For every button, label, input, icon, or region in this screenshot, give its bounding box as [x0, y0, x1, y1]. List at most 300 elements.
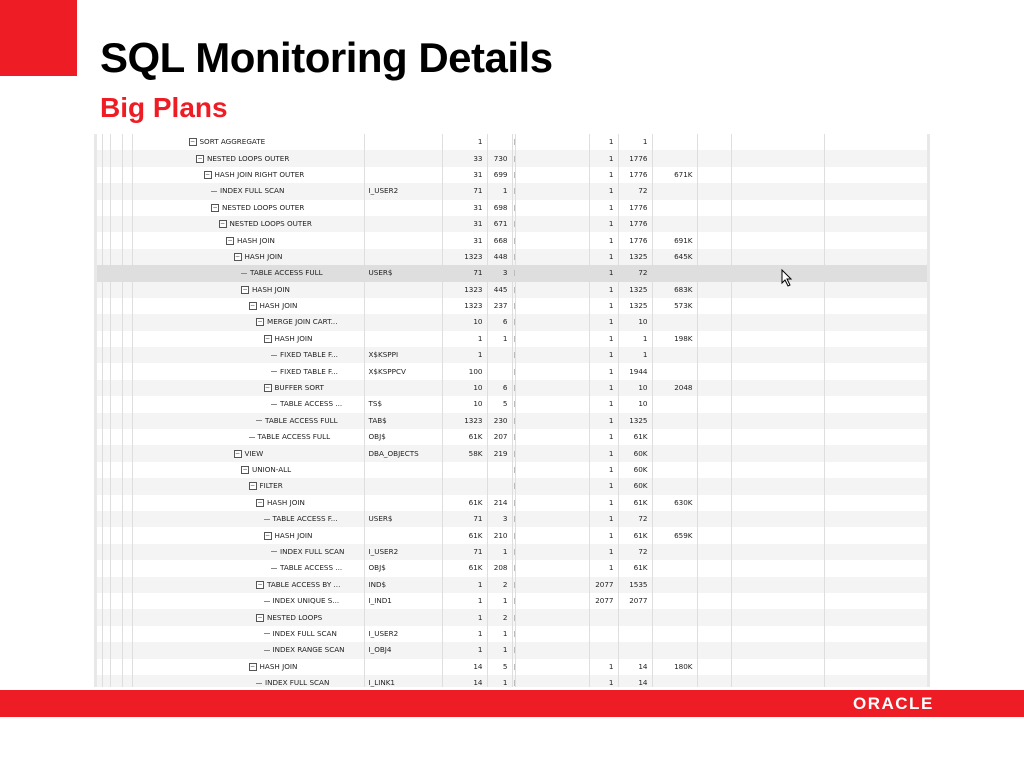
object-name-cell: [364, 659, 442, 675]
plan-row[interactable]: [94, 216, 930, 232]
plan-row[interactable]: [94, 282, 930, 298]
object-name-cell: I_IND1: [364, 593, 442, 609]
activity-cell: [515, 544, 589, 560]
gutter-cell: [110, 282, 122, 298]
io-cell: [731, 249, 824, 265]
object-name-cell: [364, 462, 442, 478]
plan-row[interactable]: [94, 462, 930, 478]
cost-cell: 3: [487, 511, 512, 527]
temp-cell: [697, 298, 731, 314]
plan-row[interactable]: [94, 511, 930, 527]
object-name-cell: [364, 314, 442, 330]
plan-row[interactable]: [94, 232, 930, 248]
plan-row[interactable]: [94, 478, 930, 494]
object-name-cell: [364, 609, 442, 625]
memory-cell: 630K: [652, 495, 697, 511]
actual-rows-cell: 1776: [618, 232, 652, 248]
activity-pct-cell: [824, 462, 930, 478]
collapse-toggle-icon[interactable]: −: [212, 203, 218, 211]
gutter-cell: [122, 150, 132, 166]
plan-row[interactable]: [94, 150, 930, 166]
actual-rows-cell: 72: [618, 183, 652, 199]
gutter-cell: [102, 462, 110, 478]
io-cell: [731, 527, 824, 543]
executions-cell: 1: [589, 232, 618, 248]
temp-cell: [697, 478, 731, 494]
temp-cell: [697, 380, 731, 396]
plan-row[interactable]: [94, 413, 930, 429]
estimated-rows-cell: 1323: [442, 249, 487, 265]
cost-cell: [487, 478, 512, 494]
estimated-rows-cell: 71: [442, 183, 487, 199]
io-cell: [731, 363, 824, 379]
tree-connector-icon: [271, 371, 277, 372]
gutter-cell: [110, 495, 122, 511]
plan-row[interactable]: [94, 396, 930, 412]
operation-cell: [132, 314, 364, 330]
operation-label: TABLE ACCESS FULL: [250, 268, 323, 278]
activity-cell: [515, 216, 589, 232]
operation-cell: [132, 495, 364, 511]
plan-row[interactable]: [94, 577, 930, 593]
activity-pct-cell: [824, 675, 930, 687]
gutter-cell: [102, 675, 110, 687]
operation-cell: [132, 609, 364, 625]
operation-label: HASH JOIN: [259, 661, 298, 671]
memory-cell: [652, 265, 697, 281]
activity-pct-cell: [824, 593, 930, 609]
memory-cell: [652, 363, 697, 379]
memory-cell: [652, 577, 697, 593]
cost-cell: 6: [487, 314, 512, 330]
plan-row[interactable]: [94, 363, 930, 379]
executions-cell: 1: [589, 183, 618, 199]
gutter-cell: [102, 560, 110, 576]
object-name-cell: [364, 134, 442, 150]
gutter-cell: [102, 445, 110, 461]
gutter-cell: [122, 232, 132, 248]
operation-cell: [132, 134, 364, 150]
actual-rows-cell: 61K: [618, 527, 652, 543]
memory-cell: [652, 413, 697, 429]
gutter-cell: [122, 445, 132, 461]
activity-pct-cell: [824, 314, 930, 330]
object-name-cell: [364, 150, 442, 166]
plan-row[interactable]: [94, 445, 930, 461]
plan-row[interactable]: [94, 659, 930, 675]
operation-label: TABLE ACCESS FULL: [257, 432, 331, 442]
estimated-rows-cell: 31: [442, 232, 487, 248]
gutter-cell: [110, 527, 122, 543]
gutter-cell: [122, 478, 132, 494]
io-cell: [731, 380, 824, 396]
io-cell: [731, 396, 824, 412]
activity-cell: [515, 511, 589, 527]
operation-cell: [132, 560, 364, 576]
operation-cell: [132, 331, 364, 347]
actual-rows-cell: 1535: [618, 577, 652, 593]
io-cell: [731, 478, 824, 494]
collapse-toggle-icon[interactable]: −: [264, 531, 271, 539]
estimated-rows-cell: 100: [442, 363, 487, 379]
cost-cell: 730: [487, 150, 512, 166]
activity-cell: [515, 577, 589, 593]
cost-cell: 1: [487, 331, 512, 347]
activity-pct-cell: [824, 609, 930, 625]
io-cell: [731, 675, 824, 687]
plan-screenshot: [94, 134, 930, 687]
gutter-cell: [122, 265, 132, 281]
gutter-cell: [110, 380, 122, 396]
gutter-cell: [122, 560, 132, 576]
collapse-toggle-icon[interactable]: −: [227, 236, 233, 244]
collapse-toggle-icon[interactable]: −: [257, 318, 263, 326]
gutter-cell: [102, 511, 110, 527]
gutter-cell: [102, 249, 110, 265]
estimated-rows-cell: 14: [442, 659, 487, 675]
collapse-toggle-icon[interactable]: −: [242, 285, 248, 293]
operation-cell: [132, 478, 364, 494]
activity-pct-cell: [824, 200, 930, 216]
executions-cell: 2077: [589, 593, 618, 609]
object-name-cell: [364, 216, 442, 232]
io-cell: [731, 282, 824, 298]
memory-cell: 645K: [652, 249, 697, 265]
io-cell: [731, 511, 824, 527]
temp-cell: [697, 134, 731, 150]
plan-row[interactable]: [94, 183, 930, 199]
collapse-toggle-icon[interactable]: −: [264, 334, 271, 342]
plan-row[interactable]: [94, 429, 930, 445]
plan-row[interactable]: [94, 298, 930, 314]
memory-cell: [652, 200, 697, 216]
cost-cell: 219: [487, 445, 512, 461]
activity-cell: [515, 314, 589, 330]
plan-row[interactable]: [94, 675, 930, 687]
collapse-toggle-icon[interactable]: −: [249, 302, 256, 310]
operation-label: TABLE ACCESS ...: [280, 399, 343, 409]
object-name-cell: [364, 167, 442, 183]
memory-cell: [652, 216, 697, 232]
collapse-toggle-icon[interactable]: −: [249, 482, 256, 490]
plan-row[interactable]: [94, 331, 930, 347]
activity-cell: [515, 331, 589, 347]
collapse-toggle-icon[interactable]: −: [242, 466, 248, 473]
io-cell: [731, 216, 824, 232]
gutter-cell: [110, 167, 122, 183]
plan-row[interactable]: [94, 265, 930, 281]
actual-rows-cell: 72: [618, 544, 652, 560]
plan-row[interactable]: [94, 495, 930, 511]
estimated-rows-cell: 1: [442, 642, 487, 658]
actual-rows-cell: 72: [618, 511, 652, 527]
gutter-cell: [110, 331, 122, 347]
temp-cell: [697, 609, 731, 625]
estimated-rows-cell: 1: [442, 577, 487, 593]
plan-row[interactable]: [94, 200, 930, 216]
memory-cell: [652, 626, 697, 642]
cost-cell: 1: [487, 642, 512, 658]
executions-cell: 1: [589, 200, 618, 216]
object-name-cell: OBJ$: [364, 560, 442, 576]
cost-cell: 3: [487, 265, 512, 281]
temp-cell: [697, 331, 731, 347]
io-cell: [731, 642, 824, 658]
collapse-toggle-icon[interactable]: −: [234, 449, 241, 457]
gutter-cell: [110, 659, 122, 675]
gutter-cell: [110, 347, 122, 363]
memory-cell: 180K: [652, 659, 697, 675]
tree-connector-icon: [271, 404, 277, 405]
estimated-rows-cell: 1323: [442, 413, 487, 429]
cost-cell: 214: [487, 495, 512, 511]
memory-cell: [652, 478, 697, 494]
object-name-cell: IND$: [364, 577, 442, 593]
temp-cell: [697, 445, 731, 461]
operation-cell: [132, 642, 364, 658]
gutter-cell: [122, 200, 132, 216]
operation-label: FILTER: [259, 481, 283, 491]
gutter-cell: [102, 347, 110, 363]
object-name-cell: [364, 282, 442, 298]
operation-label: INDEX RANGE SCAN: [272, 645, 345, 655]
plan-row[interactable]: [94, 560, 930, 576]
plan-row[interactable]: [94, 642, 930, 658]
tree-connector-icon: [271, 355, 277, 356]
activity-cell: [515, 462, 589, 478]
actual-rows-cell: 1325: [618, 249, 652, 265]
slide-subtitle: Big Plans: [100, 92, 228, 123]
memory-cell: 691K: [652, 232, 697, 248]
estimated-rows-cell: 1: [442, 593, 487, 609]
collapse-toggle-icon[interactable]: −: [257, 580, 263, 588]
cost-cell: 1: [487, 675, 512, 687]
gutter-cell: [102, 429, 110, 445]
estimated-rows-cell: 1: [442, 609, 487, 625]
activity-cell: [515, 265, 589, 281]
activity-cell: [515, 675, 589, 687]
actual-rows-cell: 10: [618, 314, 652, 330]
operation-cell: [132, 347, 364, 363]
cost-cell: [487, 347, 512, 363]
cost-cell: 2: [487, 577, 512, 593]
estimated-rows-cell: 61K: [442, 527, 487, 543]
memory-cell: [652, 511, 697, 527]
executions-cell: [589, 642, 618, 658]
gutter-cell: [102, 134, 110, 150]
executions-cell: 1: [589, 282, 618, 298]
gutter-cell: [122, 626, 132, 642]
gutter-cell: [102, 380, 110, 396]
activity-pct-cell: [824, 347, 930, 363]
activity-pct-cell: [824, 331, 930, 347]
gutter-cell: [102, 396, 110, 412]
gutter-cell: [110, 363, 122, 379]
tree-connector-icon: [264, 633, 270, 634]
operation-cell: [132, 396, 364, 412]
activity-cell: [515, 183, 589, 199]
gutter-cell: [102, 167, 110, 183]
operation-cell: [132, 298, 364, 314]
gutter-cell: [122, 396, 132, 412]
gutter-cell: [122, 544, 132, 560]
temp-cell: [697, 626, 731, 642]
plan-row[interactable]: [94, 380, 930, 396]
object-name-cell: I_USER2: [364, 544, 442, 560]
plan-row[interactable]: [94, 167, 930, 183]
cost-cell: [487, 134, 512, 150]
operation-cell: [132, 544, 364, 560]
operation-label: HASH JOIN RIGHT OUTER: [214, 169, 305, 179]
object-name-cell: X$KSPPI: [364, 347, 442, 363]
gutter-cell: [110, 249, 122, 265]
gutter-cell: [102, 314, 110, 330]
operation-label: HASH JOIN: [252, 284, 290, 294]
io-cell: [731, 593, 824, 609]
collapse-toggle-icon[interactable]: −: [249, 662, 256, 670]
object-name-cell: DBA_OBJECTS: [364, 445, 442, 461]
gutter-cell: [102, 609, 110, 625]
plan-row[interactable]: [94, 609, 930, 625]
operation-cell: [132, 282, 364, 298]
memory-cell: [652, 593, 697, 609]
plan-row[interactable]: [94, 593, 930, 609]
executions-cell: 1: [589, 167, 618, 183]
executions-cell: 1: [589, 429, 618, 445]
gutter-cell: [102, 298, 110, 314]
collapse-toggle-icon[interactable]: −: [264, 384, 271, 392]
temp-cell: [697, 495, 731, 511]
gutter-cell: [122, 314, 132, 330]
activity-pct-cell: [824, 478, 930, 494]
gutter-cell: [102, 577, 110, 593]
gutter-cell: [122, 462, 132, 478]
cost-cell: 207: [487, 429, 512, 445]
actual-rows-cell: 10: [618, 396, 652, 412]
plan-row[interactable]: [94, 626, 930, 642]
collapse-toggle-icon[interactable]: −: [219, 220, 226, 228]
io-cell: [731, 314, 824, 330]
gutter-cell: [102, 282, 110, 298]
gutter-cell: [122, 380, 132, 396]
memory-cell: 659K: [652, 527, 697, 543]
operation-label: VIEW: [244, 448, 264, 458]
estimated-rows-cell: 71: [442, 544, 487, 560]
io-cell: [731, 626, 824, 642]
gutter-cell: [102, 478, 110, 494]
collapse-toggle-icon[interactable]: −: [234, 252, 241, 260]
estimated-rows-cell: 61K: [442, 495, 487, 511]
temp-cell: [697, 659, 731, 675]
plan-row[interactable]: [94, 314, 930, 330]
estimated-rows-cell: [442, 462, 487, 478]
object-name-cell: [364, 232, 442, 248]
gutter-cell: [110, 396, 122, 412]
actual-rows-cell: 1776: [618, 200, 652, 216]
gutter-cell: [102, 413, 110, 429]
executions-cell: 1: [589, 134, 618, 150]
estimated-rows-cell: 31: [442, 167, 487, 183]
gutter-cell: [110, 314, 122, 330]
gutter-cell: [110, 200, 122, 216]
activity-cell: [515, 363, 589, 379]
tree-connector-icon: [271, 568, 277, 569]
operation-cell: [132, 577, 364, 593]
actual-rows-cell: 1776: [618, 150, 652, 166]
estimated-rows-cell: 71: [442, 511, 487, 527]
actual-rows-cell: [618, 642, 652, 658]
object-name-cell: [364, 527, 442, 543]
estimated-rows-cell: 1323: [442, 298, 487, 314]
activity-pct-cell: [824, 282, 930, 298]
activity-pct-cell: [824, 642, 930, 658]
actual-rows-cell: 60K: [618, 445, 652, 461]
collapse-toggle-icon[interactable]: −: [189, 138, 196, 146]
activity-pct-cell: [824, 183, 930, 199]
collapse-toggle-icon[interactable]: −: [257, 498, 263, 506]
plan-row[interactable]: [94, 544, 930, 560]
io-cell: [731, 495, 824, 511]
estimated-rows-cell: 61K: [442, 560, 487, 576]
operation-cell: [132, 626, 364, 642]
collapse-toggle-icon[interactable]: −: [204, 170, 211, 178]
gutter-cell: [102, 216, 110, 232]
io-cell: [731, 445, 824, 461]
operation-cell: [132, 183, 364, 199]
activity-pct-cell: [824, 150, 930, 166]
io-cell: [731, 577, 824, 593]
activity-cell: [515, 413, 589, 429]
activity-cell: [515, 495, 589, 511]
gutter-cell: [110, 642, 122, 658]
actual-rows-cell: 10: [618, 380, 652, 396]
collapse-toggle-icon[interactable]: −: [257, 613, 263, 621]
gutter-cell: [110, 593, 122, 609]
object-name-cell: I_USER2: [364, 183, 442, 199]
cost-cell: [487, 462, 512, 478]
object-name-cell: [364, 331, 442, 347]
collapse-toggle-icon[interactable]: −: [197, 154, 203, 162]
temp-cell: [697, 560, 731, 576]
actual-rows-cell: 61K: [618, 560, 652, 576]
operation-label: INDEX FULL SCAN: [265, 678, 330, 687]
operation-cell: [132, 413, 364, 429]
activity-cell: [515, 478, 589, 494]
memory-cell: [652, 150, 697, 166]
estimated-rows-cell: 71: [442, 265, 487, 281]
executions-cell: 1: [589, 511, 618, 527]
activity-cell: [515, 609, 589, 625]
executions-cell: 1: [589, 249, 618, 265]
gutter-cell: [102, 593, 110, 609]
tree-connector-icon: [264, 519, 270, 520]
gutter-cell: [122, 642, 132, 658]
actual-rows-cell: 1325: [618, 413, 652, 429]
cost-cell: 1: [487, 593, 512, 609]
io-cell: [731, 150, 824, 166]
temp-cell: [697, 167, 731, 183]
temp-cell: [697, 183, 731, 199]
plan-row[interactable]: [94, 134, 930, 150]
memory-cell: [652, 675, 697, 687]
executions-cell: 1: [589, 659, 618, 675]
activity-cell: [515, 445, 589, 461]
plan-row[interactable]: [94, 347, 930, 363]
executions-cell: 1: [589, 150, 618, 166]
plan-row[interactable]: [94, 249, 930, 265]
plan-row[interactable]: [94, 527, 930, 543]
operation-cell: [132, 249, 364, 265]
